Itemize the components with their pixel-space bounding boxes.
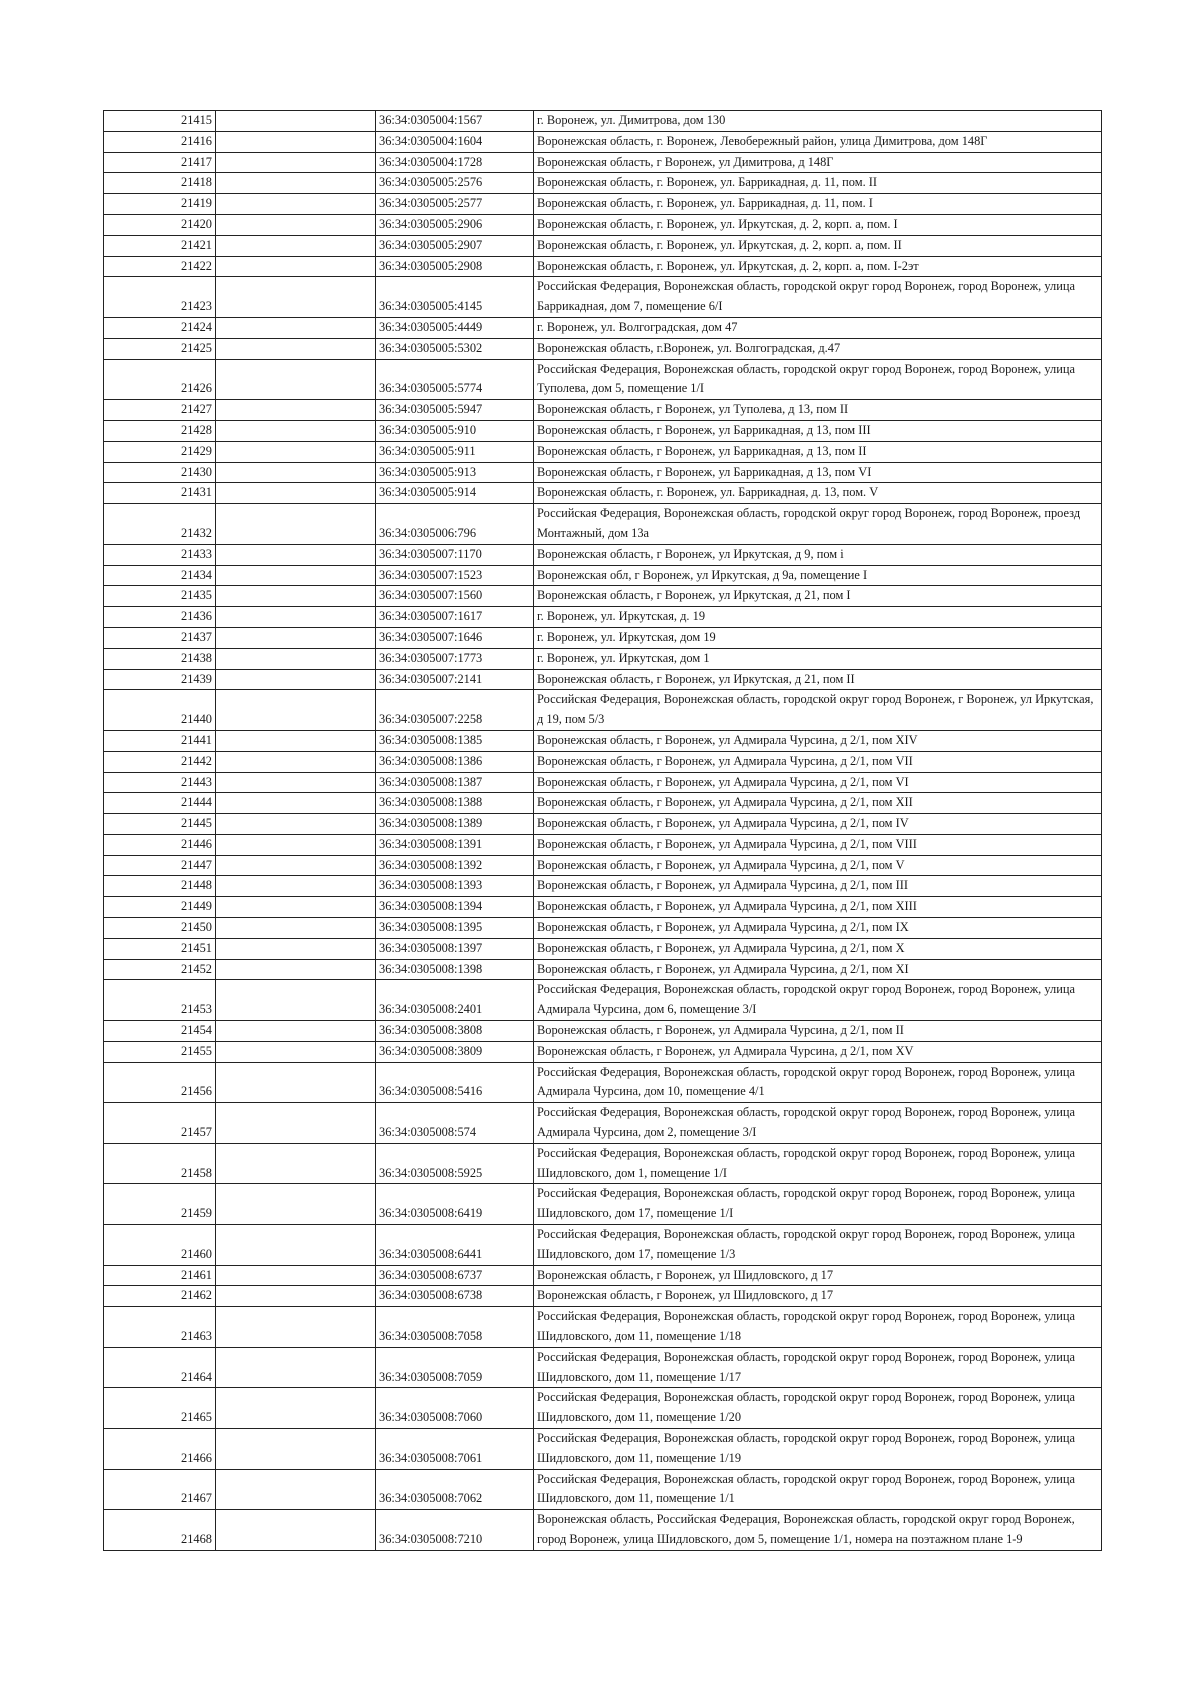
table-row	[104, 980, 1102, 1021]
table-row	[104, 462, 1102, 483]
table-row	[104, 897, 1102, 918]
cadastral-number-cell: 36:34:0305007:2258	[376, 690, 534, 731]
table-row	[104, 586, 1102, 607]
empty-cell	[216, 235, 376, 256]
table-row	[104, 938, 1102, 959]
address-cell: Российская Федерация, Воронежская область, городской округ город Воронеж, город Воронеж, улица Адмирала Чурсина, дом 2, помещение 3/I	[534, 1103, 1102, 1144]
row-number-cell: 21418	[104, 173, 216, 194]
empty-cell	[216, 690, 376, 731]
cadastral-number-cell: 36:34:0305008:6737	[376, 1265, 534, 1286]
empty-cell	[216, 441, 376, 462]
address-cell: Воронежская область, г Воронеж, ул Шидловского, д 17	[534, 1265, 1102, 1286]
cadastral-number-cell: 36:34:0305008:1394	[376, 897, 534, 918]
table-row	[104, 1307, 1102, 1348]
row-number-cell: 21466	[104, 1429, 216, 1470]
empty-cell	[216, 814, 376, 835]
cadastral-number-cell: 36:34:0305005:910	[376, 420, 534, 441]
empty-cell	[216, 751, 376, 772]
cadastral-number-cell: 36:34:0305008:2401	[376, 980, 534, 1021]
table-row	[104, 256, 1102, 277]
table-row	[104, 1347, 1102, 1388]
row-number-cell: 21461	[104, 1265, 216, 1286]
cadastral-number-cell: 36:34:0305008:7062	[376, 1469, 534, 1510]
empty-cell	[216, 1265, 376, 1286]
table-row	[104, 420, 1102, 441]
row-number-cell: 21459	[104, 1184, 216, 1225]
table-row	[104, 959, 1102, 980]
address-cell: Воронежская область, г. Воронеж, ул. Баррикадная, д. 11, пом. I	[534, 194, 1102, 215]
cadastral-number-cell: 36:34:0305006:796	[376, 504, 534, 545]
table-row	[104, 648, 1102, 669]
address-cell: Воронежская область, г Воронеж, ул Иркутская, д 21, пом I	[534, 586, 1102, 607]
empty-cell	[216, 256, 376, 277]
row-number-cell: 21429	[104, 441, 216, 462]
table-row	[104, 1429, 1102, 1470]
address-cell: г. Воронеж, ул. Димитрова, дом 130	[534, 111, 1102, 132]
table-row	[104, 814, 1102, 835]
row-number-cell: 21423	[104, 277, 216, 318]
table-row	[104, 317, 1102, 338]
table-row	[104, 441, 1102, 462]
cadastral-number-cell: 36:34:0305005:913	[376, 462, 534, 483]
empty-cell	[216, 897, 376, 918]
empty-cell	[216, 504, 376, 545]
table-row	[104, 544, 1102, 565]
address-cell: Российская Федерация, Воронежская область, городской округ город Воронеж, город Воронеж, улица Шидловского, дом 17, помещение 1/I	[534, 1184, 1102, 1225]
address-cell: Воронежская область, г Воронеж, ул Иркутская, д 9, пом і	[534, 544, 1102, 565]
cadastral-number-cell: 36:34:0305005:2907	[376, 235, 534, 256]
cadastral-number-cell: 36:34:0305007:1170	[376, 544, 534, 565]
address-cell: г. Воронеж, ул. Волгоградская, дом 47	[534, 317, 1102, 338]
row-number-cell: 21417	[104, 152, 216, 173]
row-number-cell: 21454	[104, 1021, 216, 1042]
table-row	[104, 1062, 1102, 1103]
table-row	[104, 834, 1102, 855]
empty-cell	[216, 938, 376, 959]
address-cell: Воронежская область, г Воронеж, ул Туполева, д 13, пом II	[534, 400, 1102, 421]
address-cell: Воронежская область, г. Воронеж, ул. Иркутская, д. 2, корп. а, пом. I	[534, 214, 1102, 235]
table-row	[104, 1225, 1102, 1266]
table-row	[104, 111, 1102, 132]
cadastral-number-cell: 36:34:0305005:4145	[376, 277, 534, 318]
empty-cell	[216, 194, 376, 215]
row-number-cell: 21421	[104, 235, 216, 256]
row-number-cell: 21451	[104, 938, 216, 959]
empty-cell	[216, 855, 376, 876]
cadastral-number-cell: 36:34:0305005:5302	[376, 338, 534, 359]
table-row	[104, 504, 1102, 545]
address-cell: Российская Федерация, Воронежская область, городской округ город Воронеж, город Воронеж, улица Шидловского, дом 17, помещение 1/3	[534, 1225, 1102, 1266]
empty-cell	[216, 1021, 376, 1042]
table-row	[104, 173, 1102, 194]
row-number-cell: 21443	[104, 772, 216, 793]
empty-cell	[216, 834, 376, 855]
empty-cell	[216, 1388, 376, 1429]
address-cell: Воронежская область, г Воронеж, ул Адмирала Чурсина, д 2/1, пом II	[534, 1021, 1102, 1042]
empty-cell	[216, 111, 376, 132]
table-row	[104, 194, 1102, 215]
address-cell: Воронежская область, г.Воронеж, ул. Волгоградская, д.47	[534, 338, 1102, 359]
empty-cell	[216, 338, 376, 359]
row-number-cell: 21450	[104, 918, 216, 939]
empty-cell	[216, 317, 376, 338]
empty-cell	[216, 359, 376, 400]
empty-cell	[216, 730, 376, 751]
cadastral-number-cell: 36:34:0305008:7060	[376, 1388, 534, 1429]
empty-cell	[216, 1429, 376, 1470]
table-row	[104, 1265, 1102, 1286]
table-row	[104, 1143, 1102, 1184]
table-row	[104, 483, 1102, 504]
address-cell: Российская Федерация, Воронежская область, городской округ город Воронеж, город Воронеж, проезд Монтажный, дом 13а	[534, 504, 1102, 545]
address-cell: Воронежская область, г Воронеж, ул Баррикадная, д 13, пом III	[534, 420, 1102, 441]
address-cell: Российская Федерация, Воронежская область, городской округ город Воронеж, город Воронеж, улица Адмирала Чурсина, дом 6, помещение 3/I	[534, 980, 1102, 1021]
cadastral-number-cell: 36:34:0305005:2908	[376, 256, 534, 277]
cadastral-number-cell: 36:34:0305008:1393	[376, 876, 534, 897]
cadastral-number-cell: 36:34:0305004:1604	[376, 131, 534, 152]
table-row	[104, 1510, 1102, 1551]
empty-cell	[216, 152, 376, 173]
row-number-cell: 21416	[104, 131, 216, 152]
table-row	[104, 1184, 1102, 1225]
empty-cell	[216, 462, 376, 483]
row-number-cell: 21467	[104, 1469, 216, 1510]
empty-cell	[216, 627, 376, 648]
empty-cell	[216, 277, 376, 318]
address-cell: Воронежская область, г Воронеж, ул Шидловского, д 17	[534, 1286, 1102, 1307]
table-row	[104, 1286, 1102, 1307]
address-cell: Российская Федерация, Воронежская область, городской округ город Воронеж, город Воронеж, улица Туполева, дом 5, помещение 1/I	[534, 359, 1102, 400]
row-number-cell: 21438	[104, 648, 216, 669]
row-number-cell: 21457	[104, 1103, 216, 1144]
row-number-cell: 21425	[104, 338, 216, 359]
empty-cell	[216, 1225, 376, 1266]
address-cell: Воронежская область, г Воронеж, ул Адмирала Чурсина, д 2/1, пом IX	[534, 918, 1102, 939]
table-row	[104, 1103, 1102, 1144]
cadastral-number-cell: 36:34:0305005:2577	[376, 194, 534, 215]
row-number-cell: 21430	[104, 462, 216, 483]
cadastral-number-cell: 36:34:0305008:7059	[376, 1347, 534, 1388]
address-cell: Российская Федерация, Воронежская область, городской округ город Воронеж, город Воронеж, улица Шидловского, дом 11, помещение 1/19	[534, 1429, 1102, 1470]
empty-cell	[216, 483, 376, 504]
table-body	[104, 111, 1102, 1551]
row-number-cell: 21415	[104, 111, 216, 132]
table-row	[104, 607, 1102, 628]
address-cell: Российская Федерация, Воронежская область, городской округ город Воронеж, город Воронеж, улица Шидловского, дом 1, помещение 1/I	[534, 1143, 1102, 1184]
cadastral-number-cell: 36:34:0305008:5416	[376, 1062, 534, 1103]
row-number-cell: 21439	[104, 669, 216, 690]
row-number-cell: 21453	[104, 980, 216, 1021]
address-cell: Воронежская область, г Воронеж, ул Адмирала Чурсина, д 2/1, пом III	[534, 876, 1102, 897]
address-cell: Воронежская область, г Воронеж, ул Адмирала Чурсина, д 2/1, пом XI	[534, 959, 1102, 980]
row-number-cell: 21422	[104, 256, 216, 277]
row-number-cell: 21445	[104, 814, 216, 835]
property-table	[103, 110, 1102, 1551]
row-number-cell: 21460	[104, 1225, 216, 1266]
cadastral-number-cell: 36:34:0305008:1391	[376, 834, 534, 855]
cadastral-number-cell: 36:34:0305005:2906	[376, 214, 534, 235]
row-number-cell: 21431	[104, 483, 216, 504]
address-cell: Воронежская область, г Воронеж, ул Адмирала Чурсина, д 2/1, пом VII	[534, 751, 1102, 772]
row-number-cell: 21442	[104, 751, 216, 772]
address-cell: Российская Федерация, Воронежская область, городской округ город Воронеж, город Воронеж, улица Адмирала Чурсина, дом 10, помещение 4/1	[534, 1062, 1102, 1103]
empty-cell	[216, 980, 376, 1021]
empty-cell	[216, 1143, 376, 1184]
row-number-cell: 21427	[104, 400, 216, 421]
table-row	[104, 131, 1102, 152]
cadastral-number-cell: 36:34:0305008:1397	[376, 938, 534, 959]
address-cell: Воронежская область, г Воронеж, ул Адмирала Чурсина, д 2/1, пом XIII	[534, 897, 1102, 918]
empty-cell	[216, 959, 376, 980]
table-row	[104, 1469, 1102, 1510]
table-row	[104, 751, 1102, 772]
address-cell: Российская Федерация, Воронежская область, городской округ город Воронеж, город Воронеж, улица Шидловского, дом 11, помещение 1/20	[534, 1388, 1102, 1429]
empty-cell	[216, 1347, 376, 1388]
cadastral-number-cell: 36:34:0305008:1395	[376, 918, 534, 939]
empty-cell	[216, 1184, 376, 1225]
empty-cell	[216, 544, 376, 565]
table-row	[104, 400, 1102, 421]
cadastral-number-cell: 36:34:0305005:2576	[376, 173, 534, 194]
cadastral-number-cell: 36:34:0305007:1523	[376, 565, 534, 586]
table-row	[104, 1388, 1102, 1429]
row-number-cell: 21434	[104, 565, 216, 586]
row-number-cell: 21436	[104, 607, 216, 628]
address-cell: Воронежская область, г Воронеж, ул Адмирала Чурсина, д 2/1, пом XIV	[534, 730, 1102, 751]
address-cell: г. Воронеж, ул. Иркутская, дом 1	[534, 648, 1102, 669]
row-number-cell: 21428	[104, 420, 216, 441]
address-cell: Воронежская область, г. Воронеж, Левобережный район, улица Димитрова, дом 148Г	[534, 131, 1102, 152]
address-cell: Воронежская область, г Воронеж, ул Димитрова, д 148Г	[534, 152, 1102, 173]
row-number-cell: 21433	[104, 544, 216, 565]
row-number-cell: 21420	[104, 214, 216, 235]
row-number-cell: 21424	[104, 317, 216, 338]
address-cell: Воронежская область, г. Воронеж, ул. Иркутская, д. 2, корп. а, пом. II	[534, 235, 1102, 256]
address-cell: Воронежская область, г. Воронеж, ул. Баррикадная, д. 11, пом. II	[534, 173, 1102, 194]
row-number-cell: 21464	[104, 1347, 216, 1388]
table-row	[104, 627, 1102, 648]
row-number-cell: 21452	[104, 959, 216, 980]
table-row	[104, 669, 1102, 690]
empty-cell	[216, 173, 376, 194]
cadastral-number-cell: 36:34:0305008:1392	[376, 855, 534, 876]
table-row	[104, 730, 1102, 751]
address-cell: Воронежская область, Российская Федерация, Воронежская область, городской округ город Воронеж, город Воронеж, улица Шидловского, дом 5, помещение 1/1, номера на поэтажном плане 1-9	[534, 1510, 1102, 1551]
empty-cell	[216, 1469, 376, 1510]
table-row	[104, 876, 1102, 897]
empty-cell	[216, 1103, 376, 1144]
row-number-cell: 21456	[104, 1062, 216, 1103]
row-number-cell: 21465	[104, 1388, 216, 1429]
address-cell: Воронежская область, г Воронеж, ул Адмирала Чурсина, д 2/1, пом VI	[534, 772, 1102, 793]
cadastral-number-cell: 36:34:0305008:1385	[376, 730, 534, 751]
cadastral-number-cell: 36:34:0305008:7061	[376, 1429, 534, 1470]
address-cell: Воронежская область, г Воронеж, ул Адмирала Чурсина, д 2/1, пом X	[534, 938, 1102, 959]
cadastral-number-cell: 36:34:0305008:7210	[376, 1510, 534, 1551]
empty-cell	[216, 607, 376, 628]
empty-cell	[216, 793, 376, 814]
table-row	[104, 214, 1102, 235]
table-row	[104, 1041, 1102, 1062]
row-number-cell: 21440	[104, 690, 216, 731]
address-cell: Воронежская область, г Воронеж, ул Адмирала Чурсина, д 2/1, пом XII	[534, 793, 1102, 814]
address-cell: г. Воронеж, ул. Иркутская, дом 19	[534, 627, 1102, 648]
table-row	[104, 690, 1102, 731]
row-number-cell: 21426	[104, 359, 216, 400]
row-number-cell: 21437	[104, 627, 216, 648]
cadastral-number-cell: 36:34:0305005:5774	[376, 359, 534, 400]
row-number-cell: 21435	[104, 586, 216, 607]
empty-cell	[216, 1062, 376, 1103]
cadastral-number-cell: 36:34:0305005:5947	[376, 400, 534, 421]
address-cell: Воронежская область, г. Воронеж, ул. Баррикадная, д. 13, пом. V	[534, 483, 1102, 504]
address-cell: Воронежская область, г Воронеж, ул Баррикадная, д 13, пом II	[534, 441, 1102, 462]
row-number-cell: 21441	[104, 730, 216, 751]
empty-cell	[216, 1510, 376, 1551]
empty-cell	[216, 918, 376, 939]
cadastral-number-cell: 36:34:0305008:1386	[376, 751, 534, 772]
cadastral-number-cell: 36:34:0305008:1389	[376, 814, 534, 835]
row-number-cell: 21449	[104, 897, 216, 918]
address-cell: Воронежская область, г. Воронеж, ул. Иркутская, д. 2, корп. а, пом. I-2эт	[534, 256, 1102, 277]
cadastral-number-cell: 36:34:0305008:7058	[376, 1307, 534, 1348]
cadastral-number-cell: 36:34:0305007:1617	[376, 607, 534, 628]
cadastral-number-cell: 36:34:0305004:1567	[376, 111, 534, 132]
address-cell: Воронежская область, г Воронеж, ул Баррикадная, д 13, пом VI	[534, 462, 1102, 483]
empty-cell	[216, 131, 376, 152]
cadastral-number-cell: 36:34:0305008:6419	[376, 1184, 534, 1225]
empty-cell	[216, 772, 376, 793]
cadastral-number-cell: 36:34:0305008:3809	[376, 1041, 534, 1062]
address-cell: Воронежская область, г Воронеж, ул Адмирала Чурсина, д 2/1, пом V	[534, 855, 1102, 876]
empty-cell	[216, 1041, 376, 1062]
row-number-cell: 21448	[104, 876, 216, 897]
cadastral-number-cell: 36:34:0305007:1560	[376, 586, 534, 607]
table-row	[104, 772, 1102, 793]
empty-cell	[216, 648, 376, 669]
table-row	[104, 359, 1102, 400]
cadastral-number-cell: 36:34:0305007:1773	[376, 648, 534, 669]
empty-cell	[216, 420, 376, 441]
empty-cell	[216, 214, 376, 235]
address-cell: Воронежская область, г Воронеж, ул Адмирала Чурсина, д 2/1, пом IV	[534, 814, 1102, 835]
cadastral-number-cell: 36:34:0305008:5925	[376, 1143, 534, 1184]
cadastral-number-cell: 36:34:0305008:6441	[376, 1225, 534, 1266]
table-row	[104, 855, 1102, 876]
row-number-cell: 21468	[104, 1510, 216, 1551]
empty-cell	[216, 400, 376, 421]
table-row	[104, 235, 1102, 256]
empty-cell	[216, 669, 376, 690]
row-number-cell: 21444	[104, 793, 216, 814]
address-cell: Российская Федерация, Воронежская область, городской округ город Воронеж, город Воронеж, улица Баррикадная, дом 7, помещение 6/I	[534, 277, 1102, 318]
cadastral-number-cell: 36:34:0305005:914	[376, 483, 534, 504]
empty-cell	[216, 1286, 376, 1307]
cadastral-number-cell: 36:34:0305008:3808	[376, 1021, 534, 1042]
cadastral-number-cell: 36:34:0305008:6738	[376, 1286, 534, 1307]
cadastral-number-cell: 36:34:0305007:2141	[376, 669, 534, 690]
table-row	[104, 793, 1102, 814]
table-row	[104, 277, 1102, 318]
empty-cell	[216, 876, 376, 897]
address-cell: Воронежская область, г Воронеж, ул Адмирала Чурсина, д 2/1, пом XV	[534, 1041, 1102, 1062]
row-number-cell: 21419	[104, 194, 216, 215]
table-row	[104, 1021, 1102, 1042]
address-cell: Воронежская область, г Воронеж, ул Иркутская, д 21, пом II	[534, 669, 1102, 690]
table-row	[104, 338, 1102, 359]
row-number-cell: 21446	[104, 834, 216, 855]
address-cell: Российская Федерация, Воронежская область, городской округ город Воронеж, город Воронеж, улица Шидловского, дом 11, помещение 1/1	[534, 1469, 1102, 1510]
empty-cell	[216, 1307, 376, 1348]
empty-cell	[216, 586, 376, 607]
row-number-cell: 21455	[104, 1041, 216, 1062]
cadastral-number-cell: 36:34:0305008:1387	[376, 772, 534, 793]
empty-cell	[216, 565, 376, 586]
table-row	[104, 565, 1102, 586]
table-row	[104, 152, 1102, 173]
address-cell: Воронежская область, г Воронеж, ул Адмирала Чурсина, д 2/1, пом VIII	[534, 834, 1102, 855]
address-cell: Российская Федерация, Воронежская область, городской округ город Воронеж, город Воронеж, улица Шидловского, дом 11, помещение 1/17	[534, 1347, 1102, 1388]
cadastral-number-cell: 36:34:0305008:1388	[376, 793, 534, 814]
cadastral-number-cell: 36:34:0305004:1728	[376, 152, 534, 173]
cadastral-number-cell: 36:34:0305008:1398	[376, 959, 534, 980]
cadastral-number-cell: 36:34:0305008:574	[376, 1103, 534, 1144]
cadastral-number-cell: 36:34:0305007:1646	[376, 627, 534, 648]
cadastral-number-cell: 36:34:0305005:4449	[376, 317, 534, 338]
address-cell: г. Воронеж, ул. Иркутская, д. 19	[534, 607, 1102, 628]
address-cell: Российская Федерация, Воронежская область, городской округ город Воронеж, город Воронеж, улица Шидловского, дом 11, помещение 1/18	[534, 1307, 1102, 1348]
address-cell: Воронежская обл, г Воронеж, ул Иркутская, д 9а, помещение I	[534, 565, 1102, 586]
row-number-cell: 21462	[104, 1286, 216, 1307]
row-number-cell: 21463	[104, 1307, 216, 1348]
row-number-cell: 21432	[104, 504, 216, 545]
table-row	[104, 918, 1102, 939]
cadastral-number-cell: 36:34:0305005:911	[376, 441, 534, 462]
row-number-cell: 21447	[104, 855, 216, 876]
address-cell: Российская Федерация, Воронежская область, городской округ город Воронеж, г Воронеж, ул Иркутская, д 19, пом 5/3	[534, 690, 1102, 731]
row-number-cell: 21458	[104, 1143, 216, 1184]
